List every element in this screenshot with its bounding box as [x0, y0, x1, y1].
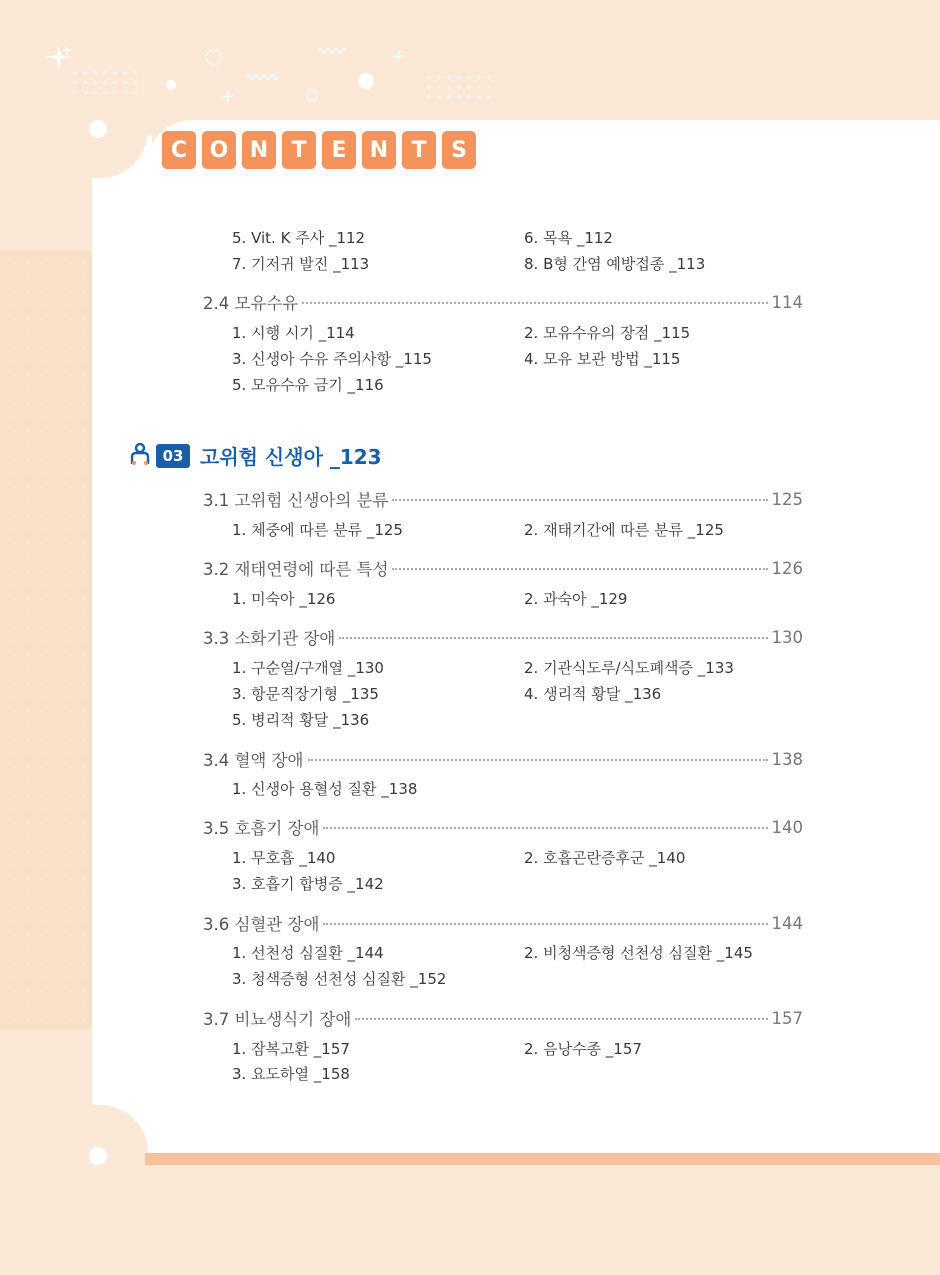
dot-pattern	[70, 68, 140, 94]
section-page: 130	[771, 627, 803, 647]
toc-item[interactable]: 2. 비청색증형 선천성 심질환 _145	[524, 944, 753, 962]
section-page: 140	[771, 817, 803, 837]
dotted-leader	[392, 499, 767, 501]
plus-decoration: +	[220, 86, 236, 107]
toc-item[interactable]: 6. 목욕 _112	[524, 229, 613, 247]
title-letter: O	[202, 131, 236, 169]
section-page: 157	[771, 1008, 803, 1028]
toc-item[interactable]: 2. 과숙아 _129	[524, 590, 628, 608]
toc-item[interactable]: 1. 구순열/구개열 _130	[232, 659, 384, 677]
title-letter: N	[242, 131, 276, 169]
chapter-heading[interactable]	[130, 441, 382, 470]
toc-section[interactable]	[203, 911, 803, 935]
title-letter: N	[362, 131, 396, 169]
chapter-number: 03	[156, 444, 190, 468]
circle-decoration	[166, 80, 176, 90]
toc-section[interactable]	[203, 625, 803, 649]
toc-section[interactable]	[203, 556, 803, 580]
toc-item[interactable]: 1. 체중에 따른 분류 _125	[232, 521, 403, 539]
toc-item[interactable]: 7. 기저귀 발진 _113	[232, 255, 370, 273]
toc-item[interactable]: 4. 생리적 황달 _136	[524, 685, 662, 703]
toc-item[interactable]: 2. 기관식도루/식도폐색증 _133	[524, 659, 734, 677]
toc-section[interactable]	[203, 747, 803, 771]
section-label: 3.5 호흡기 장애	[203, 819, 320, 838]
toc-item[interactable]: 3. 항문직장기형 _135	[232, 685, 379, 703]
section-label: 3.2 재태연령에 따른 특성	[203, 560, 389, 579]
toc-item[interactable]: 1. 무호흡 _140	[232, 849, 336, 867]
section-label: 2.4 모유수유	[203, 294, 299, 313]
section-label: 3.4 혈액 장애	[203, 751, 304, 770]
section-label: 3.3 소화기관 장애	[203, 629, 336, 648]
dotted-leader	[339, 637, 767, 639]
title-letter: S	[442, 131, 476, 169]
circle-decoration	[89, 120, 107, 138]
section-page: 114	[771, 292, 803, 312]
section-page: 126	[771, 558, 803, 578]
toc-item[interactable]: 3. 요도하열 _158	[232, 1065, 350, 1083]
toc-item[interactable]: 8. B형 간염 예방접종 _113	[524, 255, 706, 273]
toc-item[interactable]: 2. 모유수유의 장점 _115	[524, 324, 691, 342]
toc-item[interactable]: 2. 음낭수종 _157	[524, 1040, 642, 1058]
toc-item[interactable]: 5. Vit. K 주사 _112	[232, 229, 366, 247]
page-title	[162, 131, 476, 169]
toc-item[interactable]: 2. 호흡곤란증후군 _140	[524, 849, 686, 867]
toc-item[interactable]: 3. 호흡기 합병증 _142	[232, 875, 384, 893]
toc-item[interactable]: 1. 선천성 심질환 _144	[232, 944, 384, 962]
section-label: 3.6 심혈관 장애	[203, 915, 320, 934]
dotted-leader	[323, 827, 767, 829]
bottom-band	[145, 1153, 940, 1165]
section-page: 125	[771, 489, 803, 509]
toc-item[interactable]: 5. 모유수유 금기 _116	[232, 376, 384, 394]
toc-item[interactable]: 5. 병리적 황달 _136	[232, 711, 370, 729]
ring-decoration	[306, 89, 318, 101]
section-label: 3.1 고위험 신생아의 분류	[203, 491, 389, 510]
ring-decoration	[206, 49, 222, 65]
dot-pattern	[424, 72, 494, 98]
plus-decoration: +	[391, 46, 407, 67]
toc-item[interactable]: 1. 시행 시기 _114	[232, 324, 355, 342]
toc-item[interactable]: 3. 신생아 수유 주의사항 _115	[232, 350, 432, 368]
wave-decoration	[318, 40, 348, 59]
title-letter: C	[162, 131, 196, 169]
background-pattern	[0, 250, 92, 1030]
dotted-leader	[392, 568, 767, 570]
dotted-leader	[323, 923, 767, 925]
section-page: 144	[771, 913, 803, 933]
toc-item[interactable]: 1. 미숙아 _126	[232, 590, 336, 608]
toc-item[interactable]: 1. 신생아 용혈성 질환 _138	[232, 780, 418, 798]
dotted-leader	[355, 1018, 767, 1020]
toc-section[interactable]	[203, 1006, 803, 1030]
toc-section[interactable]	[203, 290, 803, 314]
toc-section[interactable]	[203, 487, 803, 511]
toc-item[interactable]: 4. 모유 보관 방법 _115	[524, 350, 681, 368]
title-letter: T	[402, 131, 436, 169]
title-letter: E	[322, 131, 356, 169]
section-label: 3.7 비뇨생식기 장애	[203, 1010, 352, 1029]
section-page: 138	[771, 749, 803, 769]
toc-item[interactable]: 1. 잠복고환 _157	[232, 1040, 350, 1058]
title-letter: T	[282, 131, 316, 169]
toc-section[interactable]	[203, 815, 803, 839]
person-icon	[130, 443, 150, 469]
circle-decoration	[89, 1147, 107, 1165]
dotted-leader	[302, 302, 767, 304]
dotted-leader	[308, 759, 768, 761]
wave-decoration	[246, 66, 280, 85]
chapter-title: 고위험 신생아 _123	[200, 445, 382, 469]
toc-item[interactable]: 3. 청색증형 선천성 심질환 _152	[232, 970, 447, 988]
small-sparkle-icon	[62, 40, 72, 59]
toc-item[interactable]: 2. 재태기간에 따른 분류 _125	[524, 521, 724, 539]
circle-decoration	[358, 73, 374, 89]
